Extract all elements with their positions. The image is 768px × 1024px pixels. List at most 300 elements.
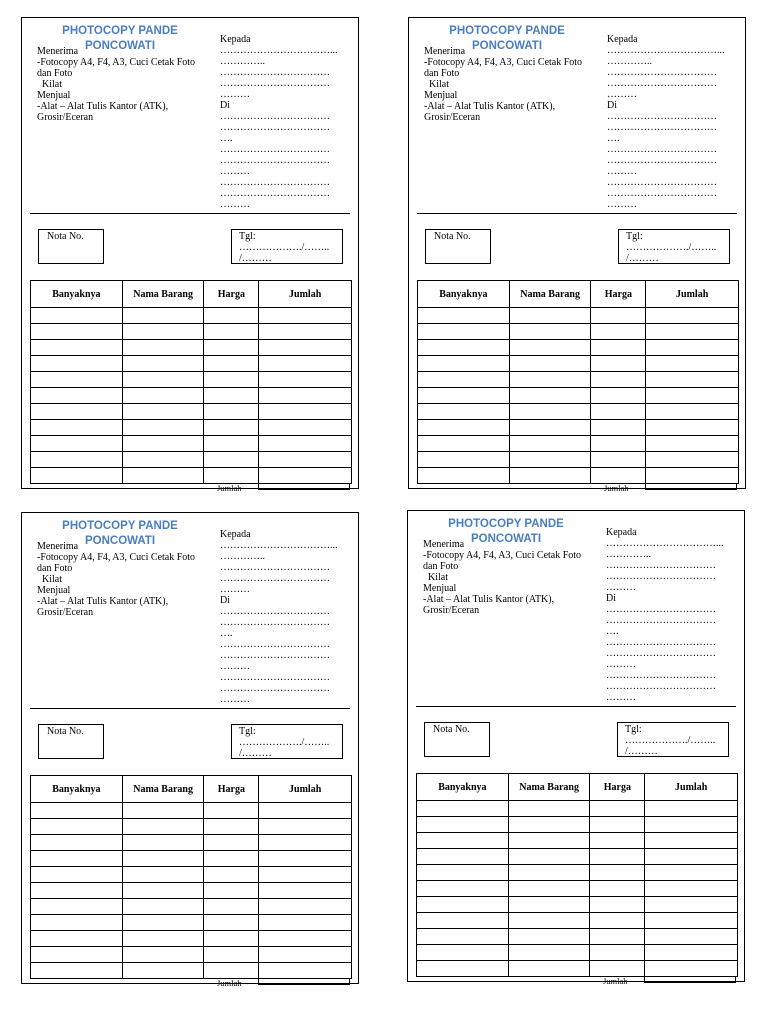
price-cell — [204, 340, 259, 356]
header-divider — [30, 708, 350, 709]
table-row — [31, 436, 352, 452]
price-cell — [590, 801, 645, 817]
table-row — [31, 340, 352, 356]
item-name-cell — [122, 452, 204, 468]
recipient-line: …………………………… — [606, 648, 716, 659]
item-name-cell — [509, 356, 591, 372]
total-label: Jumlah — [217, 483, 242, 493]
services-line: Menerima — [37, 541, 79, 552]
services-line: dan Foto — [37, 68, 73, 79]
item-name-cell — [509, 388, 591, 404]
shop-title-line-2: PONCOWATI — [84, 40, 156, 52]
table-row — [418, 356, 739, 372]
recipient-line: ……… — [607, 166, 637, 177]
table-row — [418, 420, 739, 436]
recipient-line: …………………………… — [606, 604, 716, 615]
table-row — [417, 833, 738, 849]
shop-title-line-2: PONCOWATI — [470, 533, 542, 545]
table-row — [418, 308, 739, 324]
price-cell — [590, 881, 645, 897]
price-cell — [204, 388, 259, 404]
services-line: dan Foto — [37, 563, 73, 574]
recipient-line: …………………………… — [606, 615, 716, 626]
recipient-line: ………….. — [220, 551, 265, 562]
table-row — [31, 356, 352, 372]
table-row — [31, 899, 352, 915]
header-divider — [416, 706, 736, 707]
price-cell — [591, 388, 646, 404]
amount-cell — [646, 388, 739, 404]
recipient-line: ……… — [220, 661, 250, 672]
table-row — [418, 468, 739, 484]
table-row — [418, 388, 739, 404]
nota-number-label: Nota No. — [47, 726, 84, 737]
services-line: -Alat – Alat Tulis Kantor (ATK), — [424, 101, 556, 112]
column-header-price: Harga — [204, 776, 259, 803]
services-line: Kilat — [423, 572, 448, 583]
services-line: -Fotocopy A4, F4, A3, Cuci Cetak Foto — [37, 552, 196, 563]
amount-cell — [259, 803, 352, 819]
amount-cell — [259, 899, 352, 915]
item-name-cell — [508, 801, 590, 817]
amount-cell — [645, 961, 738, 977]
column-header-quantity: Banyaknya — [31, 776, 123, 803]
price-cell — [591, 324, 646, 340]
items-table — [417, 280, 739, 484]
price-cell — [590, 833, 645, 849]
price-cell — [204, 404, 259, 420]
quantity-cell — [31, 340, 123, 356]
recipient-line: ……………………………... — [607, 45, 725, 56]
date-placeholder-year: /……… — [239, 253, 272, 264]
recipient-line: …………………………… — [220, 144, 330, 155]
item-name-cell — [122, 388, 204, 404]
price-cell — [591, 420, 646, 436]
recipient-line: …………………………… — [220, 188, 330, 199]
table-row — [418, 340, 739, 356]
quantity-cell — [417, 913, 509, 929]
column-header-item-name: Nama Barang — [509, 281, 591, 308]
services-line: -Fotocopy A4, F4, A3, Cuci Cetak Foto — [37, 57, 196, 68]
recipient-line: …………………………… — [220, 122, 330, 133]
item-name-cell — [508, 961, 590, 977]
item-name-cell — [122, 819, 204, 835]
item-name-cell — [508, 897, 590, 913]
table-row — [417, 881, 738, 897]
table-body — [31, 803, 352, 979]
total-box — [644, 977, 736, 983]
item-name-cell — [122, 867, 204, 883]
date-label: Tgl: — [625, 724, 642, 735]
services-line: Kilat — [424, 79, 449, 90]
item-name-cell — [509, 436, 591, 452]
date-box — [618, 229, 730, 264]
amount-cell — [259, 947, 352, 963]
services-line: Menerima — [423, 539, 465, 550]
quantity-cell — [417, 897, 509, 913]
recipient-line: ……… — [606, 692, 636, 703]
column-header-quantity: Banyaknya — [418, 281, 510, 308]
amount-cell — [259, 867, 352, 883]
item-name-cell — [122, 324, 204, 340]
quantity-cell — [31, 963, 123, 979]
amount-cell — [259, 963, 352, 979]
recipient-line: Di — [606, 593, 616, 604]
price-cell — [204, 420, 259, 436]
amount-cell — [259, 324, 352, 340]
quantity-cell — [418, 452, 510, 468]
table-row — [417, 961, 738, 977]
quantity-cell — [31, 436, 123, 452]
quantity-cell — [418, 436, 510, 452]
recipient-line: …………………………… — [220, 650, 330, 661]
item-name-cell — [122, 308, 204, 324]
quantity-cell — [31, 915, 123, 931]
items-table — [416, 773, 738, 977]
services-line: dan Foto — [423, 561, 459, 572]
quantity-cell — [417, 801, 509, 817]
table-header-row — [418, 281, 739, 308]
table-header-row — [31, 281, 352, 308]
recipient-line: …………………………… — [220, 617, 330, 628]
amount-cell — [259, 468, 352, 484]
quantity-cell — [418, 340, 510, 356]
price-cell — [204, 963, 259, 979]
services-line: dan Foto — [424, 68, 460, 79]
items-table — [30, 280, 352, 484]
recipient-line: Di — [220, 595, 230, 606]
table-row — [417, 913, 738, 929]
amount-cell — [646, 308, 739, 324]
quantity-cell — [418, 404, 510, 420]
quantity-cell — [31, 324, 123, 340]
amount-cell — [646, 420, 739, 436]
price-cell — [204, 883, 259, 899]
nota-number-box — [424, 722, 490, 757]
date-placeholder-year: /……… — [626, 253, 659, 264]
header-divider — [30, 213, 350, 214]
amount-cell — [259, 404, 352, 420]
table-body — [418, 308, 739, 484]
recipient-line: ……………………………... — [606, 538, 724, 549]
services-line: Menerima — [37, 46, 79, 57]
recipient-line: Kepada — [607, 34, 638, 45]
recipient-address-block — [607, 34, 731, 210]
recipient-line: …………………………… — [606, 560, 716, 571]
recipient-line: …. — [220, 133, 233, 144]
amount-cell — [645, 865, 738, 881]
price-cell — [204, 867, 259, 883]
services-description — [423, 539, 601, 616]
recipient-line: …………………………… — [220, 155, 330, 166]
amount-cell — [645, 929, 738, 945]
recipient-line: …………………………… — [607, 111, 717, 122]
recipient-line: Kepada — [220, 34, 251, 45]
column-header-quantity: Banyaknya — [31, 281, 123, 308]
recipient-line: …………………………… — [606, 637, 716, 648]
price-cell — [590, 897, 645, 913]
recipient-line: ………….. — [607, 56, 652, 67]
quantity-cell — [417, 929, 509, 945]
services-line: Menjual — [424, 90, 458, 101]
item-name-cell — [122, 436, 204, 452]
column-header-amount: Jumlah — [646, 281, 739, 308]
item-name-cell — [122, 883, 204, 899]
table-row — [418, 436, 739, 452]
quantity-cell — [418, 372, 510, 388]
amount-cell — [259, 420, 352, 436]
amount-cell — [259, 819, 352, 835]
item-name-cell — [122, 947, 204, 963]
amount-cell — [645, 897, 738, 913]
amount-cell — [646, 340, 739, 356]
services-line: Grosir/Eceran — [37, 112, 94, 123]
quantity-cell — [31, 851, 123, 867]
items-table — [30, 775, 352, 979]
table-row — [417, 865, 738, 881]
services-line: Kilat — [37, 574, 62, 585]
quantity-cell — [31, 931, 123, 947]
recipient-line: …. — [220, 628, 233, 639]
item-name-cell — [122, 356, 204, 372]
table-row — [418, 372, 739, 388]
nota-number-box — [38, 229, 104, 264]
recipient-line: ……… — [606, 659, 636, 670]
price-cell — [204, 931, 259, 947]
table-row — [31, 931, 352, 947]
recipient-line: ……… — [220, 584, 250, 595]
recipient-line: Kepada — [220, 529, 251, 540]
quantity-cell — [418, 356, 510, 372]
column-header-quantity: Banyaknya — [417, 774, 509, 801]
table-row — [31, 883, 352, 899]
price-cell — [204, 436, 259, 452]
nota-number-label: Nota No. — [47, 231, 84, 242]
date-label: Tgl: — [239, 231, 256, 242]
amount-cell — [259, 915, 352, 931]
quantity-cell — [31, 468, 123, 484]
date-placeholder: ………………./…….. — [626, 242, 717, 253]
services-line: Menjual — [37, 90, 71, 101]
recipient-line: Di — [607, 100, 617, 111]
item-name-cell — [122, 340, 204, 356]
price-cell — [204, 915, 259, 931]
recipient-line: …………………………… — [607, 67, 717, 78]
nota-number-box — [38, 724, 104, 759]
price-cell — [591, 308, 646, 324]
amount-cell — [259, 883, 352, 899]
price-cell — [204, 452, 259, 468]
item-name-cell — [122, 963, 204, 979]
amount-cell — [645, 833, 738, 849]
recipient-line: ……… — [607, 199, 637, 210]
recipient-line: ……………………………... — [220, 540, 338, 551]
price-cell — [591, 372, 646, 388]
quantity-cell — [31, 452, 123, 468]
item-name-cell — [508, 817, 590, 833]
recipient-line: …………………………… — [220, 683, 330, 694]
table-row — [418, 404, 739, 420]
recipient-line: …. — [607, 133, 620, 144]
amount-cell — [259, 851, 352, 867]
item-name-cell — [509, 308, 591, 324]
item-name-cell — [509, 452, 591, 468]
column-header-amount: Jumlah — [259, 776, 352, 803]
quantity-cell — [417, 865, 509, 881]
nota-number-box — [425, 229, 491, 264]
services-description — [37, 541, 215, 618]
amount-cell — [259, 436, 352, 452]
column-header-item-name: Nama Barang — [122, 281, 204, 308]
amount-cell — [259, 356, 352, 372]
quantity-cell — [31, 835, 123, 851]
price-cell — [204, 468, 259, 484]
amount-cell — [646, 468, 739, 484]
price-cell — [590, 945, 645, 961]
quantity-cell — [31, 899, 123, 915]
item-name-cell — [508, 865, 590, 881]
item-name-cell — [508, 849, 590, 865]
quantity-cell — [31, 356, 123, 372]
price-cell — [204, 324, 259, 340]
total-box — [258, 484, 350, 490]
amount-cell — [259, 835, 352, 851]
item-name-cell — [122, 851, 204, 867]
recipient-line: ………….. — [606, 549, 651, 560]
shop-title-line-1: PHOTOCOPY PANDE — [62, 25, 178, 37]
item-name-cell — [509, 420, 591, 436]
amount-cell — [645, 849, 738, 865]
recipient-line: …………………………… — [220, 562, 330, 573]
amount-cell — [646, 404, 739, 420]
quantity-cell — [31, 803, 123, 819]
header-divider — [417, 213, 737, 214]
recipient-address-block — [220, 34, 344, 210]
date-placeholder-year: /……… — [239, 748, 272, 759]
services-line: -Fotocopy A4, F4, A3, Cuci Cetak Foto — [424, 57, 583, 68]
recipient-line: …………………………… — [607, 155, 717, 166]
recipient-address-block — [606, 527, 730, 703]
table-row — [417, 929, 738, 945]
recipient-line: ……… — [220, 89, 250, 100]
quantity-cell — [31, 388, 123, 404]
recipient-line: …………………………… — [607, 122, 717, 133]
recipient-line: …………………………… — [606, 571, 716, 582]
quantity-cell — [418, 420, 510, 436]
amount-cell — [259, 388, 352, 404]
date-box — [231, 724, 343, 759]
price-cell — [204, 947, 259, 963]
nota-number-label: Nota No. — [434, 231, 471, 242]
shop-title-line-2: PONCOWATI — [471, 40, 543, 52]
date-box — [231, 229, 343, 264]
services-line: -Alat – Alat Tulis Kantor (ATK), — [423, 594, 555, 605]
amount-cell — [646, 372, 739, 388]
amount-cell — [259, 340, 352, 356]
recipient-line: …………………………… — [607, 188, 717, 199]
services-line: Menjual — [423, 583, 457, 594]
item-name-cell — [508, 881, 590, 897]
quantity-cell — [418, 468, 510, 484]
recipient-line: ……… — [606, 582, 636, 593]
shop-title-line-1: PHOTOCOPY PANDE — [62, 520, 178, 532]
table-row — [31, 835, 352, 851]
shop-title-line-1: PHOTOCOPY PANDE — [448, 518, 564, 530]
total-label: Jumlah — [603, 976, 628, 986]
shop-title-line-2: PONCOWATI — [84, 535, 156, 547]
date-box — [617, 722, 729, 757]
quantity-cell — [417, 849, 509, 865]
price-cell — [204, 899, 259, 915]
table-row — [31, 452, 352, 468]
recipient-line: …………………………… — [220, 177, 330, 188]
amount-cell — [646, 324, 739, 340]
recipient-line: …………………………… — [220, 78, 330, 89]
table-row — [418, 452, 739, 468]
date-placeholder: ………………./…….. — [625, 735, 716, 746]
recipient-line: …………………………… — [220, 573, 330, 584]
note-bottom-left — [21, 512, 359, 988]
services-line: Grosir/Eceran — [37, 607, 94, 618]
table-row — [31, 867, 352, 883]
table-row — [31, 963, 352, 979]
table-body — [31, 308, 352, 484]
services-line: Menerima — [424, 46, 466, 57]
shop-title-line-1: PHOTOCOPY PANDE — [449, 25, 565, 37]
date-placeholder: ………………./…….. — [239, 242, 330, 253]
table-row — [31, 420, 352, 436]
item-name-cell — [122, 915, 204, 931]
nota-number-label: Nota No. — [433, 724, 470, 735]
table-row — [417, 849, 738, 865]
item-name-cell — [508, 833, 590, 849]
quantity-cell — [417, 881, 509, 897]
recipient-line: ……… — [220, 694, 250, 705]
price-cell — [204, 803, 259, 819]
amount-cell — [645, 913, 738, 929]
price-cell — [204, 851, 259, 867]
recipient-line: ……… — [220, 166, 250, 177]
note-top-left — [21, 17, 359, 493]
note-top-right — [408, 17, 746, 493]
item-name-cell — [509, 324, 591, 340]
item-name-cell — [509, 372, 591, 388]
recipient-line: ………….. — [220, 56, 265, 67]
total-label: Jumlah — [217, 978, 242, 988]
item-name-cell — [508, 913, 590, 929]
table-row — [31, 915, 352, 931]
services-line: Menjual — [37, 585, 71, 596]
amount-cell — [259, 372, 352, 388]
price-cell — [591, 452, 646, 468]
quantity-cell — [418, 388, 510, 404]
recipient-line: …………………………… — [607, 144, 717, 155]
amount-cell — [646, 356, 739, 372]
table-row — [417, 801, 738, 817]
price-cell — [590, 849, 645, 865]
price-cell — [591, 404, 646, 420]
quantity-cell — [31, 883, 123, 899]
quantity-cell — [31, 867, 123, 883]
table-row — [417, 897, 738, 913]
column-header-price: Harga — [591, 281, 646, 308]
price-cell — [591, 356, 646, 372]
recipient-line: ……… — [220, 199, 250, 210]
item-name-cell — [122, 931, 204, 947]
item-name-cell — [509, 468, 591, 484]
price-cell — [204, 819, 259, 835]
total-label: Jumlah — [604, 483, 629, 493]
